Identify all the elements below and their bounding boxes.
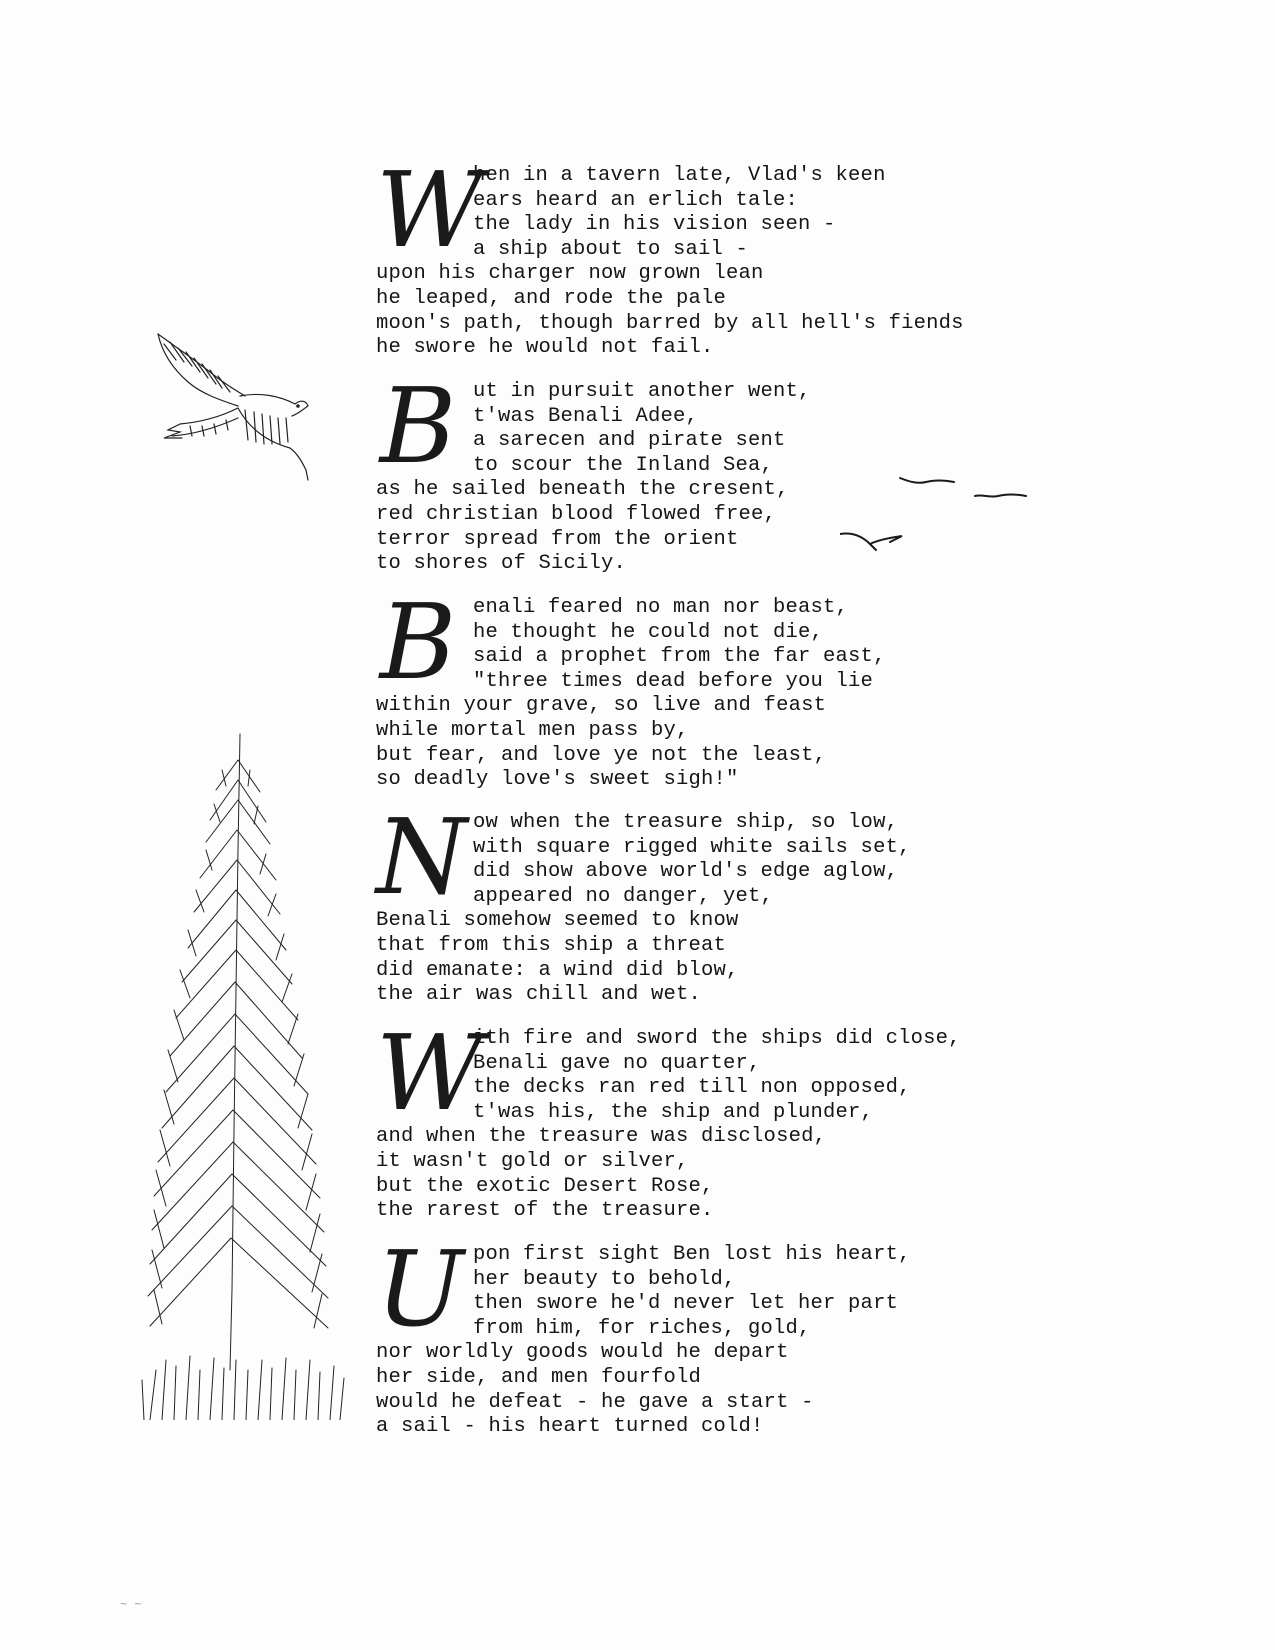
poem-line: said a prophet from the far east, — [473, 645, 886, 669]
poem-line: terror spread from the orient — [376, 527, 739, 551]
poem-line: t'was his, the ship and plunder, — [473, 1100, 874, 1124]
poem-line: pon first sight Ben lost his heart, — [473, 1243, 911, 1266]
dropcap-w: W — [376, 149, 483, 271]
poem-line: did emanate: a wind did blow, — [376, 958, 739, 982]
dropcap-n: N — [376, 796, 467, 918]
seagulls-illustration — [840, 470, 1040, 565]
poem-line: it wasn't gold or silver, — [376, 1149, 689, 1173]
poem-line: so deadly love's sweet sigh!" — [376, 768, 739, 792]
poem-line: the lady in his vision seen - — [473, 213, 836, 237]
bird-illustration — [150, 330, 325, 490]
poem-line: did show above world's edge aglow, — [473, 860, 899, 884]
poem-line: but the exotic Desert Rose, — [376, 1174, 714, 1198]
poem-line: ears heard an erlich tale: — [473, 188, 799, 212]
poem-line: t'was Benali Adee, — [473, 404, 699, 428]
poem-line: her side, and men fourfold — [376, 1365, 702, 1389]
poem-line: to scour the Inland Sea, — [473, 453, 774, 477]
poem-line: to shores of Sicily. — [376, 552, 627, 576]
stanza-5 — [376, 1012, 976, 1224]
dropcap-u: U — [376, 1228, 464, 1350]
poem-line: "three times dead before you lie — [473, 669, 874, 693]
pine-tree-illustration — [130, 730, 355, 1420]
poem-line: and when the treasure was disclosed, — [376, 1125, 827, 1149]
poem-line: red christian blood flowed free, — [376, 502, 777, 526]
poem-line: hen in a tavern late, Vlad's keen — [473, 164, 886, 187]
poem-line: her beauty to behold, — [473, 1267, 736, 1291]
poem-line: a ship about to sail - — [473, 237, 749, 261]
poem-line: appeared no danger, yet, — [473, 884, 774, 908]
poem-line: ut in pursuit another went, — [473, 380, 811, 403]
poem-line: Benali somehow seemed to know — [376, 909, 739, 933]
poem-line: within your grave, so live and feast — [376, 694, 827, 718]
stanza-4 — [376, 796, 976, 1008]
poem-line: as he sailed beneath the cresent, — [376, 478, 789, 502]
poem-line: that from this ship a threat — [376, 933, 727, 957]
stanza-1 — [376, 149, 976, 361]
poem-line: upon his charger now grown lean — [376, 262, 764, 286]
poem-line: he swore he would not fail. — [376, 336, 714, 360]
poem-line: then swore he'd never let her part — [473, 1292, 899, 1316]
poem-line: from him, for riches, gold, — [473, 1316, 811, 1340]
poem-line: the rarest of the treasure. — [376, 1199, 714, 1223]
poem-line: would he defeat - he gave a start - — [376, 1390, 814, 1414]
poem-line: Benali gave no quarter, — [473, 1051, 761, 1075]
poem-line: the decks ran red till non opposed, — [473, 1076, 911, 1100]
stanza-3 — [376, 581, 976, 793]
dropcap-b: B — [379, 365, 457, 487]
poem-line: ith fire and sword the ships did close, — [473, 1027, 961, 1050]
poem-line: a sarecen and pirate sent — [473, 429, 786, 453]
poem-line: with square rigged white sails set, — [473, 835, 911, 859]
poem-line: but fear, and love ye not the least, — [376, 743, 827, 767]
page-mark: ~ ~ — [120, 1598, 142, 1612]
poem-line: the air was chill and wet. — [376, 983, 702, 1007]
poem-line: moon's path, though barred by all hell's fiends — [376, 311, 964, 335]
poem-line: enali feared no man nor beast, — [473, 596, 849, 619]
poem-line: nor worldly goods would he depart — [376, 1341, 789, 1365]
dropcap-w: W — [376, 1012, 483, 1134]
poem-line: he leaped, and rode the pale — [376, 286, 727, 310]
poem-line: while mortal men pass by, — [376, 718, 689, 742]
stanza-6 — [376, 1228, 976, 1440]
poem-line: he thought he could not die, — [473, 620, 824, 644]
dropcap-b: B — [379, 581, 457, 703]
poem-line: ow when the treasure ship, so low, — [473, 811, 899, 834]
poem-line: a sail - his heart turned cold! — [376, 1415, 764, 1439]
